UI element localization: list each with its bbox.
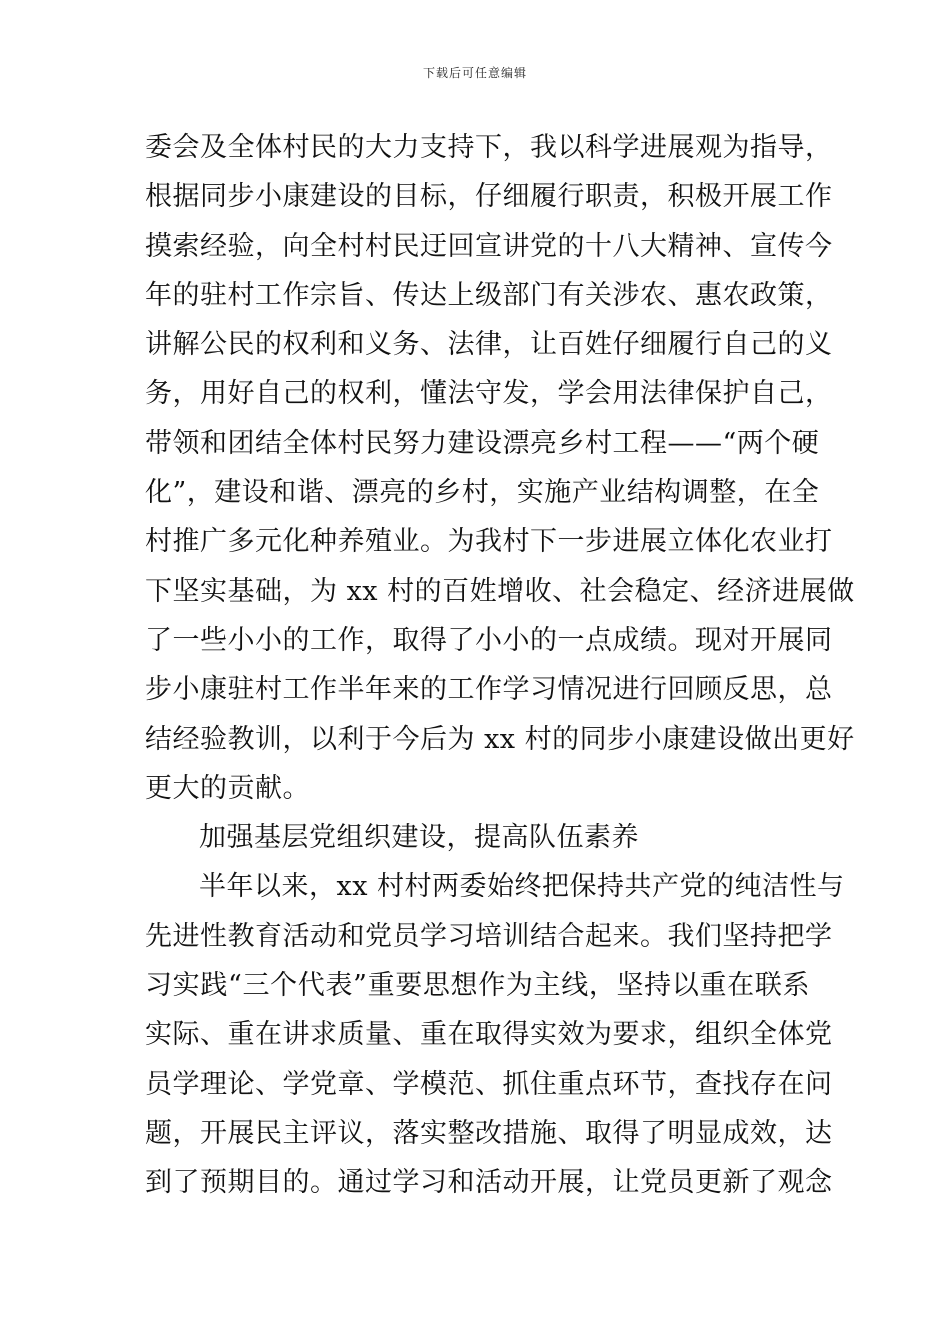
text-line: 年的驻村工作宗旨、传达上级部门有关涉农、惠农政策， bbox=[145, 279, 833, 311]
text-line: 讲解公民的权利和义务、法律，让百姓仔细履行自己的义 bbox=[145, 329, 833, 361]
text-line: 步小康驻村工作半年来的工作学习情况进行回顾反思，总 bbox=[145, 674, 833, 706]
text-line: 带领和团结全体村民努力建设漂亮乡村工程——“两个硬 bbox=[145, 427, 820, 459]
text-line: 半年以来，xx 村村两委始终把保持共产党的纯洁性与 bbox=[199, 871, 845, 903]
text-line: 到了预期目的。通过学习和活动开展，让党员更新了观念 bbox=[145, 1167, 833, 1199]
text-line: 习实践“三个代表”重要思想作为主线，坚持以重在联系 bbox=[145, 970, 810, 1002]
text-line: 摸索经验，向全村村民迂回宣讲党的十八大精神、宣传今 bbox=[145, 230, 833, 262]
text-line: 化”，建设和谐、漂亮的乡村，实施产业结构调整，在全 bbox=[145, 477, 820, 509]
text-line: 根据同步小康建设的目标，仔细履行职责，积极开展工作 bbox=[145, 181, 833, 213]
paragraph-intro bbox=[145, 123, 855, 813]
text-line: 员学理论、学党章、学模范、抓住重点环节，查找存在问 bbox=[145, 1068, 833, 1100]
text-line: 实际、重在讲求质量、重在取得实效为要求，组织全体党 bbox=[145, 1019, 833, 1051]
text-line: 题，开展民主评议，落实整改措施、取得了明显成效，达 bbox=[145, 1117, 833, 1149]
heading-line: 加强基层党组织建设，提高队伍素养 bbox=[199, 822, 639, 854]
paragraph-party-building bbox=[145, 862, 845, 1207]
text-line: 委会及全体村民的大力支持下，我以科学进展观为指导， bbox=[145, 132, 833, 163]
text-line: 结经验教训，以利于今后为 xx 村的同步小康建设做出更好 bbox=[145, 723, 855, 755]
section-heading bbox=[145, 813, 810, 862]
text-line: 村推广多元化种养殖业。为我村下一步进展立体化农业打 bbox=[145, 526, 833, 558]
text-line: 更大的贡献。 bbox=[145, 772, 310, 804]
page-header: 下载后可任意编辑 bbox=[422, 66, 527, 80]
text-line: 下坚实基础，为 xx 村的百姓增收、社会稳定、经济进展做 bbox=[145, 575, 855, 607]
text-line: 务，用好自己的权利，懂法守发，学会用法律保护自己， bbox=[145, 378, 833, 410]
document-body bbox=[145, 123, 855, 1208]
text-line: 先进性教育活动和党员学习培训结合起来。我们坚持把学 bbox=[145, 920, 833, 952]
text-line: 了一些小小的工作，取得了小小的一点成绩。现对开展同 bbox=[145, 624, 833, 656]
